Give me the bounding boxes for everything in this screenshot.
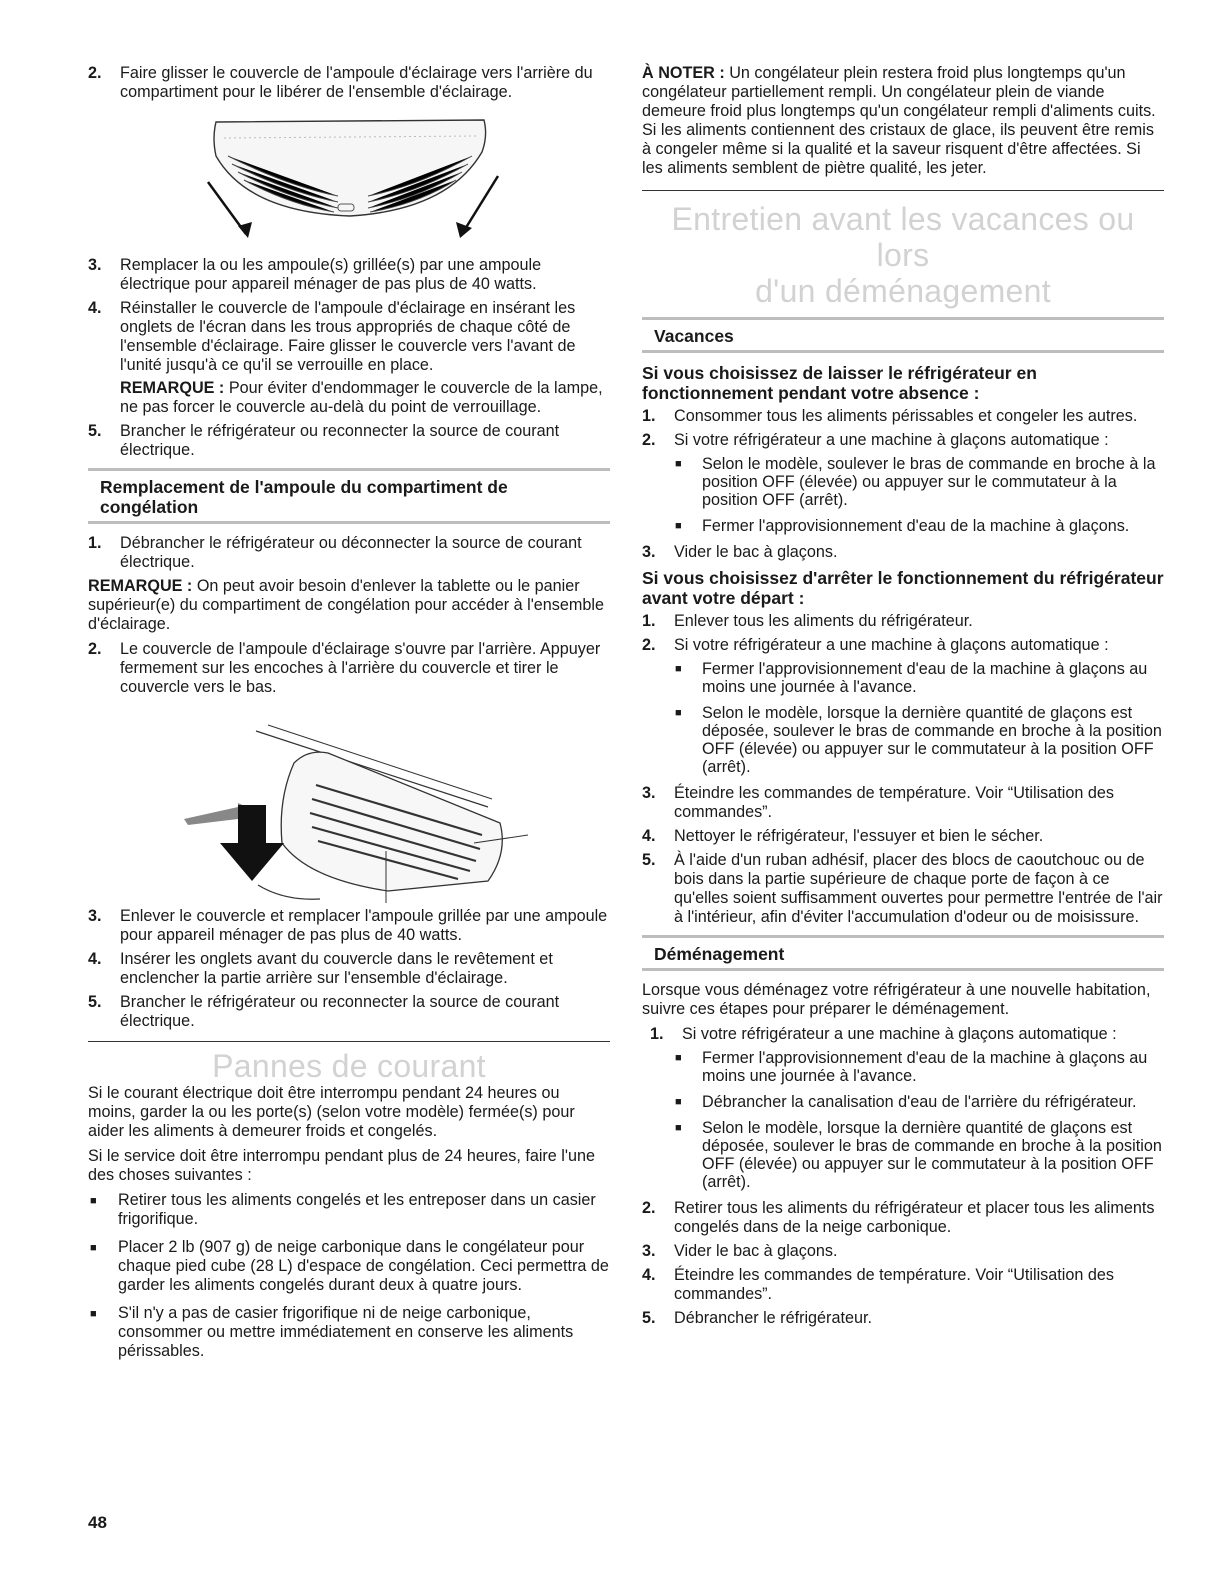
section-title-line: Entretien avant les vacances ou lors [671, 201, 1135, 273]
step-text: Enlever tous les aliments du réfrigérateur. [674, 612, 973, 630]
step-number: 4. [88, 299, 102, 317]
list-item [88, 993, 610, 1031]
step-text: Le couvercle de l'ampoule d'éclairage s'ouvre par l'arrière. Appuyer fermement sur les encoches à l'arrière du couvercle et tirer le couvercle vers le bas. [120, 640, 601, 696]
step-text: Remplacer la ou les ampoule(s) grillée(s) par une ampoule électrique pour appareil ménager de pas plus de 40 watts. [120, 256, 542, 293]
paragraph: Si le service doit être interrompu pendant plus de 24 heures, faire l'une des choses suivantes : [88, 1147, 595, 1184]
list-item [88, 534, 610, 572]
list-item [642, 407, 1164, 426]
step-number: 5. [88, 993, 102, 1011]
step-text: Vider le bac à glaçons. [674, 1242, 838, 1260]
bullet-item: ■ Selon le modèle, lorsque la dernière quantité de glaçons est déposée, soulever le bras de commande en broche à la position OFF (élevée) ou appuyer sur le commutateur à la position OFF (arrêt). [642, 1119, 1164, 1191]
step-number: 4. [642, 1266, 656, 1284]
step-number: 1. [642, 612, 656, 630]
step-text: À l'aide d'un ruban adhésif, placer des blocs de caoutchouc ou de bois dans la partie supérieure de chaque porte de façon à ce qu'elles soient suffisamment ouvertes pour permettre l'entrée de l'air à l'intérieur, afin d'éviter l'accumulation d'odeur ou de moisissure. [674, 851, 1163, 926]
bullet-item: ■ Selon le modèle, soulever le bras de commande en broche à la position OFF (élevée) ou appuyer sur le commutateur à la position OFF (arrêt). [642, 455, 1164, 509]
bold-heading: Si vous choisissez d'arrêter le fonctionnement du réfrigérateur avant votre départ : [642, 568, 1164, 608]
section-subheading: Vacances [642, 317, 1164, 353]
note [120, 379, 610, 417]
note-label: À NOTER : [642, 64, 725, 82]
step-number: 3. [88, 256, 102, 274]
section-subheading: Déménagement [642, 935, 1164, 971]
list-item [642, 431, 1164, 450]
list-item [88, 422, 610, 460]
list-item [650, 1025, 1164, 1044]
note-label: REMARQUE : [88, 577, 193, 595]
step-text: Brancher le réfrigérateur ou reconnecter la source de courant électrique. [120, 993, 560, 1030]
step-text: Consommer tous les aliments périssables et congeler les autres. [674, 407, 1138, 425]
step-text: Faire glisser le couvercle de l'ampoule d'éclairage vers l'arrière du compartiment pour le libérer de l'ensemble d'éclairage. [120, 64, 593, 101]
step-text: Brancher le réfrigérateur ou reconnecter la source de courant électrique. [120, 422, 560, 459]
step-number: 3. [88, 907, 102, 925]
step-number: 1. [650, 1025, 664, 1043]
step-number: 5. [642, 851, 656, 869]
list-item [642, 1309, 1164, 1328]
step-text: Enlever le couvercle et remplacer l'ampoule grillée par une ampoule pour appareil ménager de pas plus de 40 watts. [120, 907, 608, 944]
page-number: 48 [88, 1513, 107, 1532]
bullet-item: ■ Fermer l'approvisionnement d'eau de la machine à glaçons au moins une journée à l'avance. [642, 660, 1164, 696]
left-column [88, 64, 610, 1370]
step-number: 2. [642, 1199, 656, 1217]
right-column [642, 64, 1164, 1333]
light-cover-illustration [88, 116, 610, 248]
note-label: REMARQUE : [120, 379, 225, 397]
step-number: 1. [88, 534, 102, 552]
divider [88, 1041, 610, 1042]
step-number: 1. [642, 407, 656, 425]
step-text: Vider le bac à glaçons. [674, 543, 838, 561]
section-title-line: d'un déménagement [755, 273, 1051, 309]
list-item [642, 1266, 1164, 1304]
note-text: On peut avoir besoin d'enlever la tablette ou le panier supérieur(e) du compartiment de congélation pour accéder à l'ensemble d'éclairage. [88, 577, 604, 633]
paragraph: Lorsque vous déménagez votre réfrigérateur à une nouvelle habitation, suivre ces étapes pour préparer le déménagement. [642, 981, 1151, 1018]
freezer-light-illustration [88, 703, 610, 903]
list-item [642, 543, 1164, 562]
step-text: Nettoyer le réfrigérateur, l'essuyer et bien le sécher. [674, 827, 1044, 845]
step-number: 2. [642, 636, 656, 654]
bullet-item: ■ Fermer l'approvisionnement d'eau de la machine à glaçons au moins une journée à l'avance. [642, 1049, 1164, 1085]
step-number: 4. [88, 950, 102, 968]
step-number: 3. [642, 543, 656, 561]
step-text: Éteindre les commandes de température. Voir “Utilisation des commandes”. [674, 1266, 1114, 1303]
step-number: 2. [88, 640, 102, 658]
step-text: Si votre réfrigérateur a une machine à glaçons automatique : [674, 431, 1109, 449]
list-item [88, 640, 610, 697]
step-text: Insérer les onglets avant du couvercle dans le revêtement et enclencher la partie arrière sur l'ensemble d'éclairage. [120, 950, 553, 987]
list-item [88, 256, 610, 294]
bullet-item: ■ Placer 2 lb (907 g) de neige carbonique dans le congélateur pour chaque pied cube (28 L) d'espace de congélation. Ceci permettra de garder les aliments congelés durant deux à quatre jours. [88, 1238, 610, 1295]
divider [642, 190, 1164, 191]
step-number: 4. [642, 827, 656, 845]
list-item [88, 907, 610, 945]
bullet-item: ■ Retirer tous les aliments congelés et les entreposer dans un casier frigorifique. [88, 1191, 610, 1229]
list-item [642, 1199, 1164, 1237]
list-item [642, 636, 1164, 655]
step-text: Si votre réfrigérateur a une machine à glaçons automatique : [682, 1025, 1117, 1043]
list-item [88, 299, 610, 417]
step-text: Si votre réfrigérateur a une machine à glaçons automatique : [674, 636, 1109, 654]
section-subheading: Remplacement de l'ampoule du compartiment de congélation [88, 468, 610, 524]
step-number: 5. [642, 1309, 656, 1327]
bullet-item: ■ Selon le modèle, lorsque la dernière quantité de glaçons est déposée, soulever le bras de commande en broche à la position OFF (élevée) ou appuyer sur le commutateur à la position OFF (arrêt). [642, 704, 1164, 776]
step-number: 2. [88, 64, 102, 82]
step-text: Réinstaller le couvercle de l'ampoule d'éclairage en insérant les onglets de l'écran dans les trous appropriés de chaque côté de l'ensemble d'éclairage. Faire glisser le couvercle vers l'avant de l'unité jusqu'à ce qu'il se verrouille en place. [120, 299, 576, 374]
note-text: Un congélateur plein restera froid plus longtemps qu'un congélateur partiellement rempli. Un congélateur plein de viande demeure froid plus longtemps qu'un congélateur rempli d'aliments cuits. Si les aliments contiennent des cristaux de glace, ils peuvent être remis à congeler même si la qualité et la saveur risquent d'être affectées. Si les aliments semblent de piètre qualité, les jeter. [642, 64, 1156, 177]
list-item [642, 827, 1164, 846]
paragraph: Si le courant électrique doit être interrompu pendant 24 heures ou moins, garder la ou les porte(s) (selon votre modèle) fermée(s) pour aider les aliments à demeurer froids et congelés. [88, 1084, 575, 1140]
list-item [88, 64, 610, 102]
list-item [642, 1242, 1164, 1261]
step-number: 3. [642, 784, 656, 802]
section-title [642, 201, 1164, 309]
step-number: 3. [642, 1242, 656, 1260]
list-item [642, 851, 1164, 927]
list-item [642, 612, 1164, 631]
bold-heading: Si vous choisissez de laisser le réfrigérateur en fonctionnement pendant votre absence : [642, 363, 1037, 403]
bullet-item: ■ S'il n'y a pas de casier frigorifique ni de neige carbonique, consommer ou mettre immédiatement en conserve les aliments périssables. [88, 1304, 610, 1361]
note [88, 577, 610, 634]
step-number: 2. [642, 431, 656, 449]
step-number: 5. [88, 422, 102, 440]
step-text: Débrancher le réfrigérateur ou déconnecter la source de courant électrique. [120, 534, 582, 571]
step-text: Retirer tous les aliments du réfrigérateur et placer tous les aliments congelés dans de la neige carbonique. [674, 1199, 1155, 1236]
section-title: Pannes de courant [212, 1048, 486, 1084]
note [642, 64, 1164, 178]
note-text: Pour éviter d'endommager le couvercle de la lampe, ne pas forcer le couvercle au-delà du point de verrouillage. [120, 379, 603, 416]
list-item [88, 950, 610, 988]
list-item [642, 784, 1164, 822]
bullet-item: ■ Débrancher la canalisation d'eau de l'arrière du réfrigérateur. [642, 1093, 1164, 1111]
bullet-item: ■ Fermer l'approvisionnement d'eau de la machine à glaçons. [642, 517, 1164, 535]
step-text: Éteindre les commandes de température. Voir “Utilisation des commandes”. [674, 784, 1114, 821]
step-text: Débrancher le réfrigérateur. [674, 1309, 872, 1327]
